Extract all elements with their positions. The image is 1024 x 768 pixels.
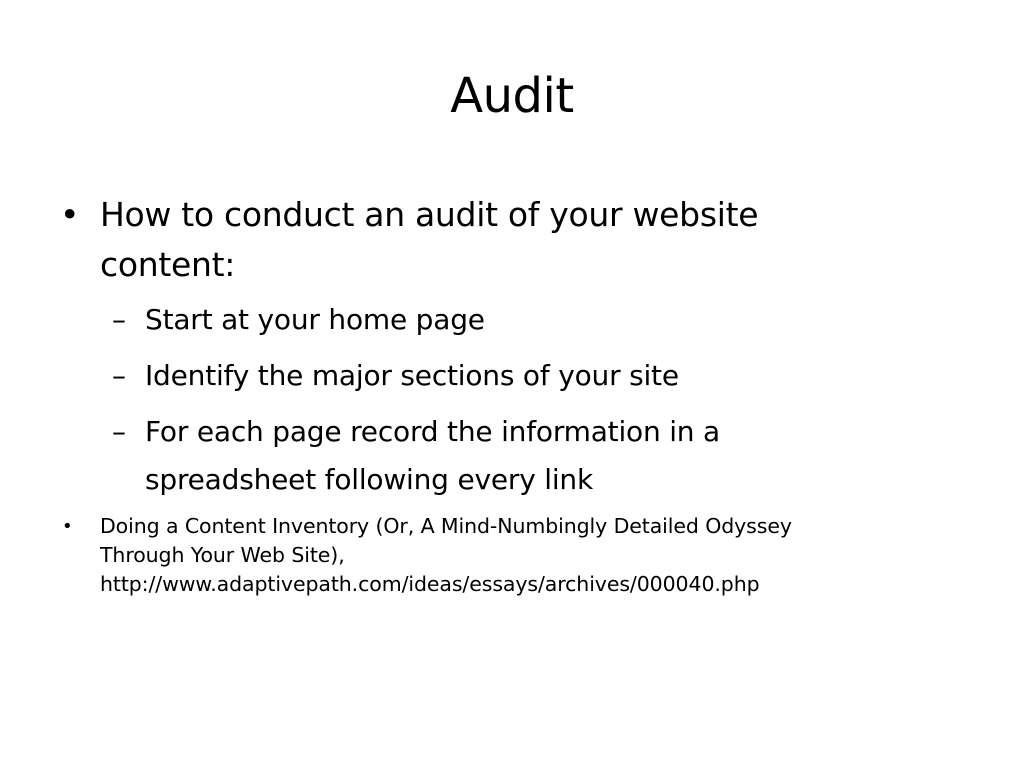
bullet-icon: • (60, 195, 80, 234)
sub-bullet-item (60, 352, 940, 400)
dash-icon: – (112, 303, 126, 336)
reference-text (100, 512, 940, 599)
dash-icon: – (112, 359, 126, 392)
sub-bullet-text-line: For each page record the information in a (145, 415, 720, 448)
sub-bullet-text: Start at your home page (145, 303, 485, 336)
bullet-text-line: content: (100, 245, 236, 284)
reference-text-line: Doing a Content Inventory (Or, A Mind-Numbingly Detailed Odyssey (100, 514, 792, 538)
bullet-text-line: How to conduct an audit of your website (100, 195, 759, 234)
bullet-item (60, 190, 940, 290)
sub-bullet-text (145, 408, 940, 504)
sub-bullet-text: Identify the major sections of your site (145, 359, 679, 392)
reference-text-line: Through Your Web Site), (100, 543, 345, 567)
sub-bullet-list (60, 296, 940, 504)
slide-body (60, 190, 940, 599)
sub-bullet-item (60, 408, 940, 504)
reference-url: http://www.adaptivepath.com/ideas/essays/archives/000040.php (100, 572, 760, 596)
bullet-text (100, 190, 940, 290)
sub-bullet-item (60, 296, 940, 344)
slide-title: Audit (450, 68, 574, 124)
reference-bullet-item (60, 512, 940, 599)
sub-bullet-text-line: spreadsheet following every link (145, 463, 593, 496)
dash-icon: – (112, 415, 126, 448)
bullet-icon: • (62, 516, 73, 537)
